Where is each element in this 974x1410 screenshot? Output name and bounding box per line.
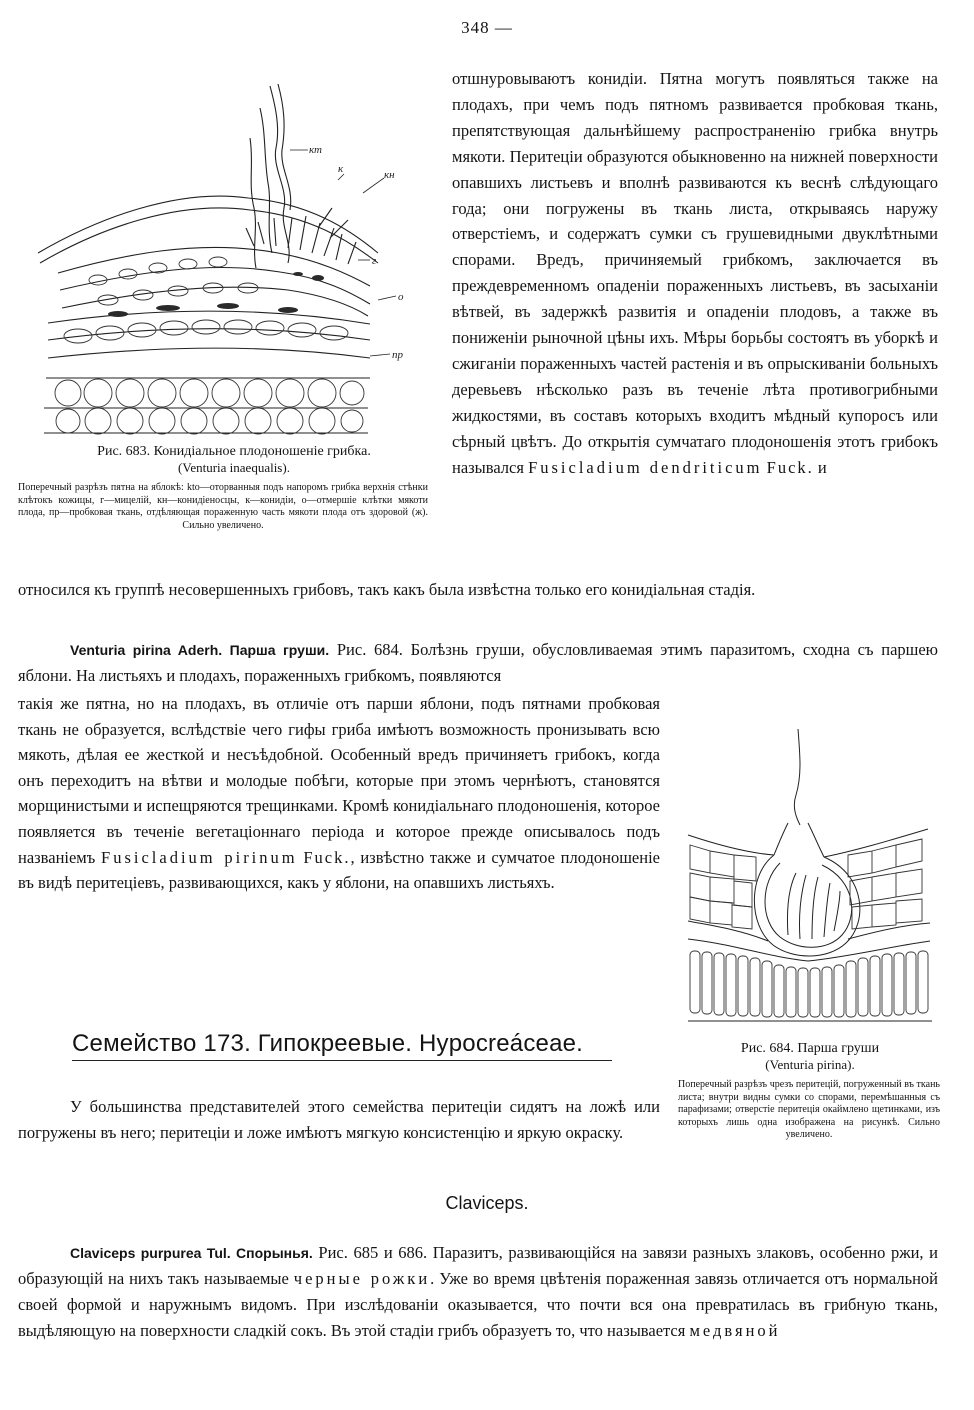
claviceps-name: Claviceps purpurea Tul. Спорынья. xyxy=(70,1245,313,1261)
pirina-paragraph-top xyxy=(18,637,938,688)
fig683-label-o: о xyxy=(398,291,404,303)
fig683-caption-title xyxy=(18,444,440,477)
top-right-species: Fusicladium dendriticum xyxy=(528,457,763,477)
fig683-latin: (Venturia inaequalis). xyxy=(178,460,290,475)
fig684-caption-body: Поперечный разрѣзъ чрезъ перитецій, погруженный въ ткань листа; внутри видны сумки со спорами, перемѣшанныя съ парафизами; отверстіе перитеція окаймлено щетинками, изъ которыхъ лишь одна изображена на рисункѣ. Сильно увеличено. xyxy=(678,1079,940,1140)
family-text: У большинства представителей этого семейства перитеціи сидятъ на ложѣ или погружены въ него; перитеціи и ложе имѣютъ мягкую консистенцію и яркую окраску. xyxy=(18,1097,660,1142)
top-right-end: и xyxy=(817,457,827,477)
fig683-label-kn: кн xyxy=(384,169,395,181)
top-right-text: отшнуровываютъ конидіи. Пятна могутъ появляться также на плодахъ, при чемъ подъ пятномъ развивается пробковая ткань, препятствующая дальнѣйшему распространенію грибка внутрь мякоти. Перитеціи образуются обыкновенно на нижней поверхности опавшихъ листьевъ и вполнѣ развиваются къ веснѣ слѣдующаго года; они погружены въ ткань листа, открываясь наружу отверстіемъ, и содержатъ сумки съ грушевидными двуклѣтными спорами. Вредъ, причиняемый грибкомъ, заключается въ преждевременномъ опаденіи пораженныхъ листьевъ, въ засыханіи вѣтвей, въ задержкѣ развитія и опаденіи плодовъ, а также въ пониженіи рыночной цѣны ихъ. Мѣры борьбы состоятъ въ уборкѣ и сжиганіи пораженныхъ частей растенія и въ опрыскиваніи больныхъ деревьевъ нѣсколько разъ въ теченіе лѣта противогрибными жидкостями, въ составъ которыхъ входитъ мѣдный купоросъ или сѣрный цвѣтъ. До открытія сумчатаго плодоношенія этотъ грибокъ назывался xyxy=(452,69,938,477)
genus-heading: Claviceps. xyxy=(445,1193,529,1213)
fig683-title: Рис. 683. Конидіальное плодоношеніе грибка. xyxy=(97,444,371,459)
fig684-caption-title xyxy=(678,1041,942,1074)
figure-683 xyxy=(18,78,440,532)
claviceps-text2: . Уже во время цвѣтенія пораженная завязь отличается отъ нормальной своей формой и наружнымъ видомъ. При изслѣдованіи оказывается, что почти вся она превратилась въ грибную ткань, выдѣляющую на поверхности сладкій сокъ. Въ этой стадіи грибъ образуетъ то, что называется xyxy=(18,1269,939,1340)
full-line-paragraph xyxy=(18,577,938,602)
fig683-label-k: к xyxy=(338,163,344,175)
claviceps-paragraph xyxy=(18,1240,938,1344)
claviceps-spaced1: черные рожки xyxy=(293,1269,431,1288)
pirina-text1: Рис. 684. Болѣзнь груши, обусловливаемая этимъ паразитомъ, сходна съ паршею яблони. На листьяхъ и плодахъ, пораженныхъ грибкомъ, появляются xyxy=(18,640,938,685)
figure-684 xyxy=(678,725,942,1142)
claviceps-spaced2: медвяной xyxy=(689,1321,781,1340)
family-heading: Семейство 173. Гипокреевые. Hypocreáceae. xyxy=(72,1030,612,1061)
pirina-name: Venturia pirina Aderh. Парша груши. xyxy=(70,642,330,658)
fig683-caption-body: Поперечный разрѣзъ пятна на яблокѣ: kto—оторванныя подъ напоромъ грибка верхнія стѣнки клѣтокъ кожицы, г—мицелій, кн—конидіеносцы, к—конидіи, о—отмершіе клѣтки мякоти плода, пр—пробковая ткань, отдѣляющая пораженную часть мякоти плода отъ здоровой (ж). Сильно увеличено. xyxy=(18,482,428,531)
claviceps-text1: Рис. 685 и 686. Паразитъ, развивающійся на завязи разныхъ злаковъ, особенно ржи, и образующій на нихъ такъ называемые xyxy=(18,1243,938,1288)
fig684-latin: (Venturia pirina). xyxy=(765,1057,855,1072)
pirina-species: Fusicladium pirinum xyxy=(101,847,298,867)
family-paragraph xyxy=(18,1094,660,1145)
fig683-label-g: г xyxy=(372,255,377,267)
figure-683-drawing xyxy=(18,78,440,440)
figure-684-drawing xyxy=(678,725,942,1037)
pirina-paragraph-cont xyxy=(18,691,660,896)
fig683-label-pr: пр xyxy=(392,349,403,361)
top-right-author: Fuck. xyxy=(766,457,814,477)
fig684-title: Рис. 684. Парша груши xyxy=(740,1041,880,1056)
fig683-label-kt: кт xyxy=(309,144,322,156)
pirina-author: Fuck. xyxy=(303,847,351,867)
full-line-text: относился къ группѣ несовершенныхъ грибовъ, такъ какъ была извѣстна только его конидіальная стадія. xyxy=(18,580,756,599)
top-right-paragraph xyxy=(452,66,938,481)
page-number: 348 — xyxy=(461,18,513,37)
pirina-text3: , извѣстно также и сумчатое плодоношеніе въ видѣ перитеціевъ, развивающихся, какъ у яблони, на опавшихъ листьяхъ. xyxy=(18,847,660,893)
pirina-text2: такія же пятна, но на плодахъ, въ отличіе отъ парши яблони, подъ пятнами пробковая ткань не образуется, вслѣдствіе чего гифы гриба имѣютъ возможность пронизывать всю мякоть, дѣлая ее жесткой и несъѣдобной. Особенный вредъ причиняетъ грибокъ, когда онъ переходитъ на вѣтви и молодые побѣги, которые при этомъ чернѣютъ, становятся морщинистыми и испещряются трещинками. Кромѣ конидіальнаго плодоношенія, которое появляется въ теченіе вегетаціоннаго періода и которое прежде описывалось подъ названіемъ xyxy=(18,694,660,867)
